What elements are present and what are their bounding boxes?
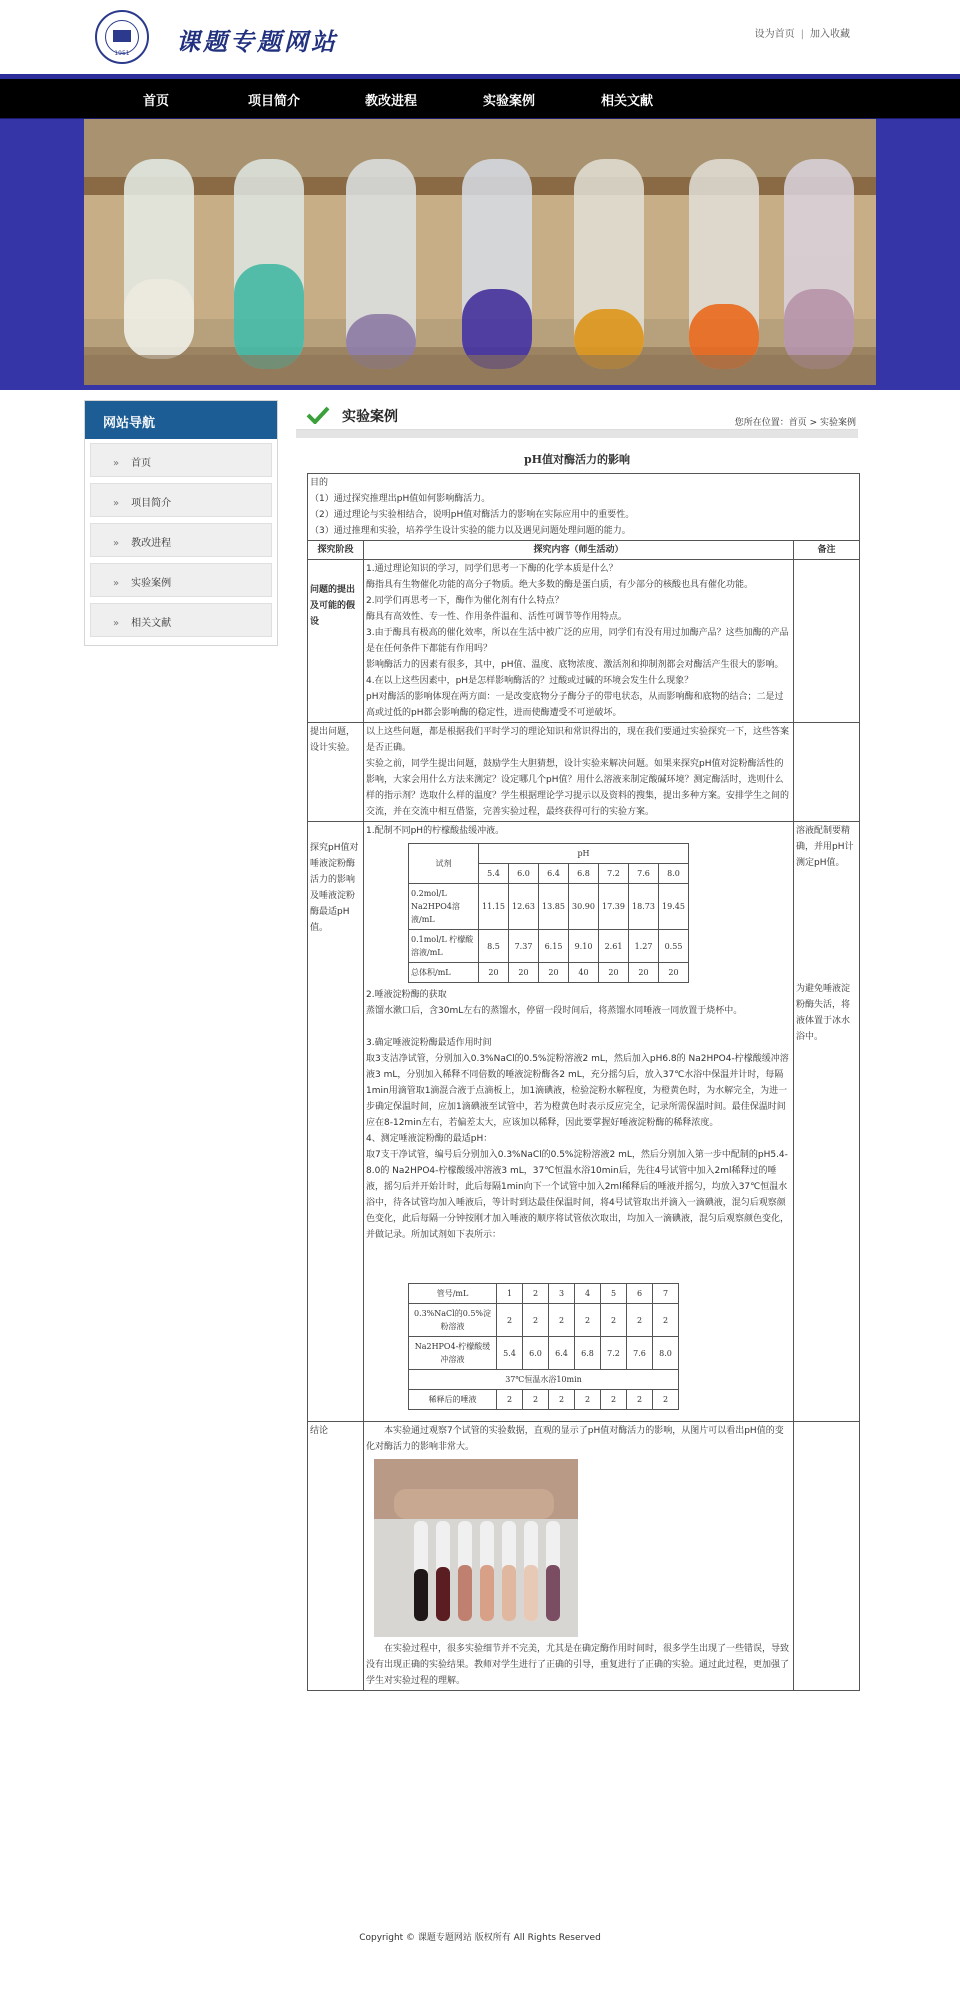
sidebar-item-label: 相关文献	[131, 618, 172, 629]
purpose-cell	[308, 474, 860, 541]
tube-number: 4	[575, 1284, 601, 1304]
main-nav	[0, 74, 960, 118]
checkmark-icon	[306, 406, 330, 424]
sidebar-item-label: 首页	[131, 458, 152, 469]
content-cell	[364, 723, 794, 822]
content-area	[0, 390, 960, 1960]
purpose-item: （1）通过探究推理出pH值如何影响酶活力。	[310, 494, 491, 504]
table-row	[409, 963, 689, 983]
cell-value: 9.10	[569, 930, 599, 963]
table-row	[409, 930, 689, 963]
school-logo-icon[interactable]	[95, 10, 149, 64]
buffer-table	[408, 843, 689, 983]
row-label: 0.2mol/L Na2HPO4溶液/mL	[409, 884, 479, 930]
stage-cell: 结论	[308, 1422, 364, 1691]
ph-value: 5.4	[479, 864, 509, 884]
cell-value: 30.90	[569, 884, 599, 930]
content-line: 2.同学们再思考一下，酶作为催化剂有什么特点？	[366, 596, 564, 606]
sidebar-item-references[interactable]	[90, 603, 272, 637]
content-line: 4.在以上这些因素中，pH是怎样影响酶活的？过酸或过碱的环境会发生什么现象？	[366, 676, 694, 686]
sidebar-item-label: 项目简介	[131, 498, 172, 509]
nav-reform-progress[interactable]: 教改进程	[365, 94, 418, 109]
test-tube-result-photo	[374, 1459, 578, 1637]
content-cell	[364, 560, 794, 723]
cell-value: 2	[523, 1390, 549, 1410]
tube-number: 7	[653, 1284, 679, 1304]
sidebar-item-experiment-cases[interactable]	[90, 563, 272, 597]
sidebar-item-label: 实验案例	[131, 578, 172, 589]
content-line: 酶具有高效性、专一性、作用条件温和、活性可调节等作用特点。	[366, 612, 628, 622]
sidebar-title: 网站导航	[85, 401, 277, 439]
content-line: 影响酶活力的因素有很多，其中，pH值、温度、底物浓度、激活剂和抑制剂都会对酶活产生很大的影响。	[366, 660, 784, 670]
conclusion-text: 本实验通过观察7个试管的实验数据，直观的显示了pH值对酶活力的影响，从图片可以看出pH值的变化对酶活力的影响非常大。	[366, 1426, 784, 1452]
stage-cell: 提出问题，设计实验。	[308, 723, 364, 822]
ph-value: 6.0	[509, 864, 539, 884]
table-row	[409, 1390, 679, 1410]
cell-value: 6.15	[539, 930, 569, 963]
row-label: 稀释后的唾液	[409, 1390, 497, 1410]
step-title: 3.确定唾液淀粉酶最适作用时间	[366, 1038, 492, 1048]
table-row	[308, 723, 860, 822]
nav-project-intro[interactable]: 项目简介	[248, 94, 301, 109]
cell-value: 2	[523, 1304, 549, 1337]
purpose-item: （3）通过推理和实验，培养学生设计实验的能力以及遇见问题处理问题的能力。	[310, 526, 631, 536]
cell-value: 2	[627, 1390, 653, 1410]
row-label: 0.3%NaCl的0.5%淀粉溶液	[409, 1304, 497, 1337]
cell-value: 20	[509, 963, 539, 983]
cell-value: 2	[549, 1390, 575, 1410]
cell-value: 8.5	[479, 930, 509, 963]
content-line: 酶指具有生物催化功能的高分子物质。绝大多数的酶是蛋白质，有少部分的核酸也具有催化功能。	[366, 580, 754, 590]
chevron-right-icon: »	[113, 498, 120, 509]
cell-value: 2	[497, 1304, 523, 1337]
table-row	[308, 560, 860, 723]
sidebar-item-reform-progress[interactable]	[90, 523, 272, 557]
table-row	[409, 1284, 679, 1304]
site-navigation-sidebar	[84, 400, 278, 646]
cell-value: 5.4	[497, 1337, 523, 1370]
set-home-link[interactable]: 设为首页	[754, 29, 795, 40]
cell-value: 17.39	[599, 884, 629, 930]
step-text: 取7支干净试管，编号后分别加入0.3%NaCl的0.5%淀粉溶液2 mL，然后分别加入第一步中配制的pH5.4-8.0的 Na2HPO4-柠檬酸缓冲溶液3 mL，37℃恒温水浴10min后，先往4号试管中加入2ml稀释过的唾液，摇匀后并开始计时，此后每隔1min向下一个试管中加入2ml稀释后的唾液并摇匀，均放入37℃恒温水浴中，待各试管均加入唾液后，等计时到达最佳保温时间，将4号试管取出并滴入一滴碘液，混匀后观察颜色变化，此后每隔一分钟按刚才加入唾液的顺序将试管依次取出，均加入一滴碘液，混匀后观察颜色变化，并做记录。所加试剂如下表所示：	[366, 1150, 790, 1240]
divider	[296, 430, 858, 438]
top-links	[755, 25, 850, 40]
banner-area	[0, 118, 960, 390]
tube-number: 5	[601, 1284, 627, 1304]
tube-number: 1	[497, 1284, 523, 1304]
cell-value: 20	[479, 963, 509, 983]
ph-value: 8.0	[659, 864, 689, 884]
page-title: 实验案例	[342, 409, 398, 425]
sidebar-item-project-intro[interactable]	[90, 483, 272, 517]
content-line: 以上这些问题，都是根据我们平时学习的理论知识和常识得出的，现在我们要通过实验探究一下，这些答案是否正确。	[366, 727, 790, 753]
notes-cell	[794, 1422, 860, 1691]
cell-value: 2	[575, 1304, 601, 1337]
cell-value: 0.55	[659, 930, 689, 963]
table-row	[308, 474, 860, 541]
tube-number: 3	[549, 1284, 575, 1304]
sidebar-item-label: 教改进程	[131, 538, 172, 549]
purpose-item: （2）通过理论与实验相结合，说明pH值对酶活力的影响在实际应用中的重要性。	[310, 510, 635, 520]
column-header-notes: 备注	[794, 541, 860, 560]
table-header-row	[308, 541, 860, 560]
cell-value: 18.73	[629, 884, 659, 930]
cell-value: 6.0	[523, 1337, 549, 1370]
ph-value: 6.8	[569, 864, 599, 884]
step-title: 2.唾液淀粉酶的获取	[366, 990, 447, 1000]
tube-table	[408, 1283, 679, 1410]
ph-value: 7.2	[599, 864, 629, 884]
purpose-title: 目的	[310, 478, 329, 488]
chevron-right-icon: »	[113, 458, 120, 469]
main-header	[296, 400, 858, 430]
note-text: 为避免唾液淀粉酶失活，将液体置于冰水浴中。	[796, 984, 851, 1042]
ph-value: 6.4	[539, 864, 569, 884]
content-cell	[364, 1422, 794, 1691]
chevron-right-icon: »	[113, 578, 120, 589]
cell-value: 20	[629, 963, 659, 983]
buffer-reagent-header: 试剂	[409, 844, 479, 884]
cell-value: 6.8	[575, 1337, 601, 1370]
breadcrumb[interactable]: 您所在位置：首页 > 实验案例	[734, 418, 856, 428]
table-row	[409, 1370, 679, 1390]
cell-value: 1.27	[629, 930, 659, 963]
step-title: 4、测定唾液淀粉酶的最适pH：	[366, 1134, 493, 1144]
column-header-content: 探究内容（师生活动）	[364, 541, 794, 560]
step-text: 蒸馏水漱口后，含30mL左右的蒸馏水，停留一段时间后，将蒸馏水同唾液一同放置于烧杯中。	[366, 1006, 743, 1016]
document-title: pH值对酶活力的影响	[523, 453, 631, 466]
add-favorite-link[interactable]: 加入收藏	[810, 29, 850, 40]
content-cell	[364, 822, 794, 1422]
cell-value: 6.4	[549, 1337, 575, 1370]
table-row	[409, 884, 689, 930]
banner-test-tubes-image	[84, 119, 876, 385]
content-line: pH对酶活的影响体现在两方面：一是改变底物分子酶分子的带电状态，从而影响酶和底物的结合；二是过高或过低的pH都会影响酶的稳定性，进而使酶遭受不可逆破坏。	[366, 692, 784, 718]
buffer-ph-header: pH	[479, 844, 689, 864]
sidebar-item-home[interactable]	[90, 443, 272, 477]
conclusion-text: 在实验过程中，很多实验细节并不完美，尤其是在确定酶作用时间时，很多学生出现了一些错误，导致没有出现正确的实验结果。教师对学生进行了正确的引导，重复进行了正确的实验。通过此过程，更加强了学生对实验过程的理解。	[366, 1644, 790, 1686]
stage-cell: 问题的提出及可能的假设	[308, 560, 364, 723]
lesson-plan-table	[307, 473, 860, 1691]
notes-cell	[794, 822, 860, 1422]
water-bath-row: 37℃恒温水浴10min	[409, 1370, 679, 1390]
table-row	[409, 1304, 679, 1337]
cell-value: 2	[549, 1304, 575, 1337]
cell-value: 2	[653, 1390, 679, 1410]
row-label: Na2HPO4-柠檬酸缓冲溶液	[409, 1337, 497, 1370]
cell-value: 20	[599, 963, 629, 983]
main-content	[296, 400, 858, 1691]
cell-value: 7.37	[509, 930, 539, 963]
nav-home[interactable]: 首页	[143, 94, 170, 109]
cell-value: 12.63	[509, 884, 539, 930]
content-line: 实验之前，同学生提出问题，鼓励学生大胆猜想，设计实验来解决问题。如果来探究pH值对淀粉酶活性的影响，大家会用什么方法来测定？设定哪几个pH值？用什么溶液来制定酸碱环境？测定酶活时，选则什么样的指示剂？选取什么样的温度？学生根据理论学习提示以及资料的搜集，提出多种方案。安排学生之间的交流，并在交流中相互借鉴，完善实验过程，最终获得可行的实验方案。	[366, 759, 790, 817]
note-text: 溶液配制要精确，并用pH计测定pH值。	[796, 826, 854, 868]
logo-year: 1951	[114, 50, 130, 57]
step-text: 取3支洁净试管，分别加入0.3%NaCl的0.5%淀粉溶液2 mL，然后加入pH6.8的 Na2HPO4-柠檬酸缓冲溶液3 mL，分别加入稀释不同倍数的唾液淀粉酶各2 mL，充分摇匀后，放入37℃水浴中保温并计时，每隔1min用滴管取1滴混合液于点滴板上，加1滴碘液，检验淀粉水解程度，为橙黄色时，为水解完全，为进一步确定保温时间，应加1滴碘液至试管中，若为橙黄色时表示反应完全，记录所需保温时间。最佳保温时间应在8-12min左右，若偏差太大，应该加以稀释，因此要掌握好唾液淀粉酶的稀释浓度。	[366, 1054, 789, 1128]
link-separator: |	[800, 29, 804, 40]
table-row	[308, 822, 860, 1422]
notes-cell	[794, 723, 860, 822]
cell-value: 19.45	[659, 884, 689, 930]
table-row	[409, 1337, 679, 1370]
cell-value: 2	[575, 1390, 601, 1410]
cell-value: 7.6	[627, 1337, 653, 1370]
table-row	[409, 844, 689, 864]
nav-references[interactable]: 相关文献	[601, 94, 654, 109]
site-title[interactable]: 课题专题网站	[176, 27, 338, 56]
cell-value: 2	[601, 1390, 627, 1410]
footer-copyright: Copyright © 课题专题网站 版权所有 All Rights Reserved	[359, 1933, 601, 1943]
chevron-right-icon: »	[113, 538, 120, 549]
cell-value: 8.0	[653, 1337, 679, 1370]
ph-value: 7.6	[629, 864, 659, 884]
tube-number: 2	[523, 1284, 549, 1304]
column-header-stage: 探究阶段	[308, 541, 364, 560]
step-title: 1.配制不同pH的柠檬酸盐缓冲液。	[366, 826, 505, 836]
cell-value: 40	[569, 963, 599, 983]
stage-cell: 探究pH值对唾液淀粉酶活力的影响及唾液淀粉酶最适pH值。	[308, 822, 364, 1422]
row-label: 0.1mol/L 柠檬酸溶液/mL	[409, 930, 479, 963]
cell-value: 2	[627, 1304, 653, 1337]
cell-value: 2	[497, 1390, 523, 1410]
cell-value: 7.2	[601, 1337, 627, 1370]
notes-cell	[794, 560, 860, 723]
nav-experiment-cases[interactable]: 实验案例	[483, 94, 536, 109]
tube-header-label: 管号/mL	[409, 1284, 497, 1304]
cell-value: 11.15	[479, 884, 509, 930]
cell-value: 13.85	[539, 884, 569, 930]
tube-number: 6	[627, 1284, 653, 1304]
cell-value: 20	[659, 963, 689, 983]
cell-value: 2	[601, 1304, 627, 1337]
cell-value: 20	[539, 963, 569, 983]
content-line: 1.通过理论知识的学习，同学们思考一下酶的化学本质是什么？	[366, 564, 618, 574]
header	[0, 0, 960, 74]
cell-value: 2.61	[599, 930, 629, 963]
row-label: 总体积/mL	[409, 963, 479, 983]
content-line: 3.由于酶具有极高的催化效率，所以在生活中被广泛的应用，同学们有没有用过加酶产品？这些加酶的产品是在任何条件下都能有作用吗？	[366, 628, 789, 654]
chevron-right-icon: »	[113, 618, 120, 629]
table-row	[308, 1422, 860, 1691]
cell-value: 2	[653, 1304, 679, 1337]
